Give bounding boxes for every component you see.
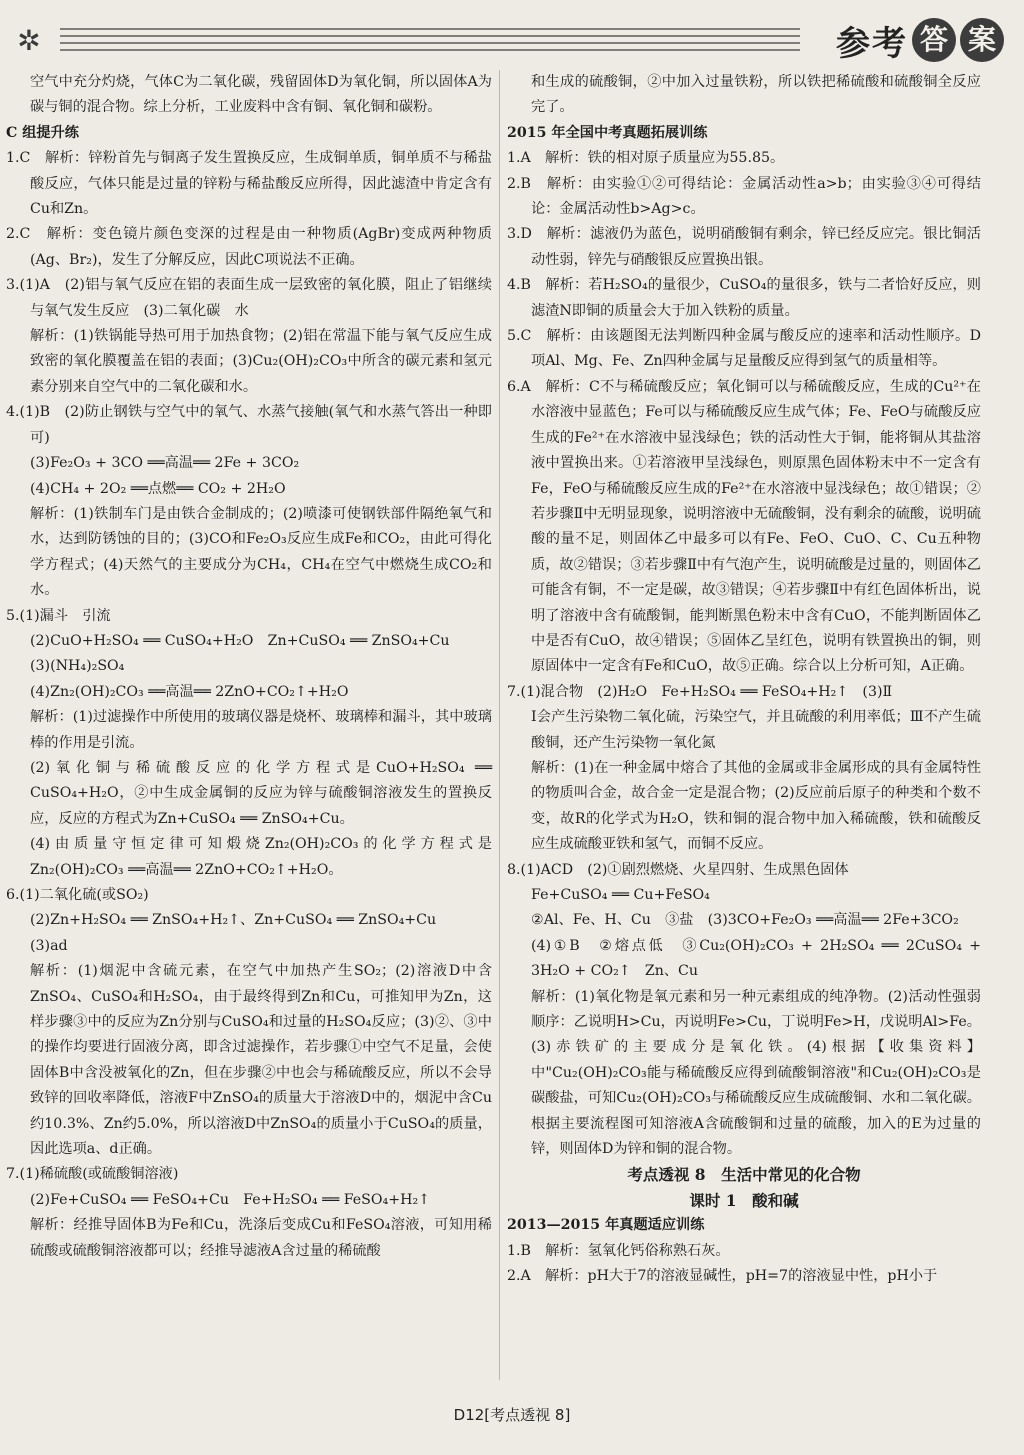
right-paragraph: 6.A 解析：C不与稀硫酸反应；氧化铜可以与稀硫酸反应，生成的Cu²⁺在水溶液中显蓝色；Fe可以与稀硫酸反应生成气体；Fe、FeO与硫酸反应生成的Fe²⁺在水溶液中显浅绿色；铁的活动性大于铜，能将铜从其盐溶液中置换出来。①若溶液甲呈浅绿色，则原黑色固体粉末中不一定含有Fe，FeO与稀硫酸反应生成的Fe²⁺在水溶液中显浅绿色；故①错误；②若步骤Ⅱ中无明显现象，说明溶液中无硫酸铜，没有剩余的硫酸，说明硫酸的量不足，则固体乙中最多可以有Fe、FeO、CuO、C、Cu五种物质，故②错误；③若步骤Ⅱ中有气泡产生，说明硫酸是过量的，则固体乙可能含有铜，不一定是碳，故③错误；④若步骤Ⅱ中有红色固体析出，说明了溶液中含有硫酸铜，能判断黑色粉末中含有CuO，不能判断固体乙中是否有CuO，故④错误；⑤固体乙呈红色，说明有铁置换出的铜，则原固体中一定含有Fe和CuO，故⑤正确。综合以上分析可知，A正确。 xyxy=(507,378,981,675)
left-paragraph: (2)CuO+H₂SO₄ ══ CuSO₄+H₂O Zn+CuSO₄ ══ ZnSO₄+Cu xyxy=(30,632,450,649)
left-paragraph: 5.(1)漏斗 引流 xyxy=(6,607,111,624)
left-paragraph: (4)Zn₂(OH)₂CO₃ ══高温══ 2ZnO+CO₂↑+H₂O xyxy=(30,683,349,700)
right-paragraph: 1.A 解析：铁的相对原子质量应为55.85。 xyxy=(507,150,785,167)
left-paragraph: 解析：(1)铁制车门是由铁合金制成的；(2)喷漆可使钢铁部件隔绝氧气和水，达到防锈蚀的目的；(3)CO和Fe₂O₃反应生成Fe和CO₂，由此可得化学方程式；(4)天然气的主要成分为CH₄，CH₄在空气中燃烧生成CO₂和水。 xyxy=(30,505,492,599)
gear-icon: ✲ xyxy=(17,24,41,57)
left-paragraph: 3.(1)A (2)铝与氧气反应在铝的表面生成一层致密的氧化膜，阻止了铝继续与氧气发生反应 (3)二氧化碳 水 xyxy=(6,277,492,319)
right-paragraph: ②Al、Fe、H、Cu ③盐 (3)3CO+Fe₂O₃ ══高温══ 2Fe+3CO₂ xyxy=(531,912,959,929)
header-title-circle-char: 答 xyxy=(912,18,956,62)
header-title-text: 参考 xyxy=(836,23,908,64)
right-paragraph: 2015 年全国中考真题拓展训练 xyxy=(507,124,708,141)
right-paragraph: 解析：(1)在一种金属中熔合了其他的金属或非金属形成的具有金属特性的物质叫合金，故合金一定是混合物；(2)反应前后原子的种类和个数不变，故R的化学式为H₂O，铁和铜的混合物中加入稀硫酸，铁和硫酸反应生成硫酸亚铁和氢气，而铜不反应。 xyxy=(531,759,981,853)
page-header-title xyxy=(836,12,1004,68)
right-paragraph: 1.B 解析：氢氧化钙俗称熟石灰。 xyxy=(507,1242,730,1259)
left-paragraph: (4)由质量守恒定律可知煅烧Zn₂(OH)₂CO₃的化学方程式是Zn₂(OH)₂CO₃ ══高温══ 2ZnO+CO₂↑+H₂O。 xyxy=(30,836,492,878)
left-paragraph: 4.(1)B (2)防止钢铁与空气中的氧气、水蒸气接触(氧气和水蒸气答出一种即可) xyxy=(6,404,492,446)
right-column xyxy=(507,70,981,1290)
right-paragraph: (4)①B ②熔点低 ③Cu₂(OH)₂CO₃ + 2H₂SO₄ ══ 2CuSO₄ + 3H₂O + CO₂↑ Zn、Cu xyxy=(531,937,981,980)
page-footer: D12[考点透视 8] xyxy=(453,1406,571,1424)
left-paragraph: (3)(NH₄)₂SO₄ xyxy=(30,658,125,675)
left-paragraph: 解析：(1)铁锅能导热可用于加热食物；(2)铝在常温下能与氧气反应生成致密的氧化膜覆盖在铝的表面；(3)Cu₂(OH)₂CO₃中所含的碳元素和氢元素分别来自空气中的二氧化碳和水。 xyxy=(30,328,492,395)
right-paragraph: 2.A 解析：pH大于7的溶液显碱性，pH=7的溶液显中性，pH小于 xyxy=(507,1268,938,1285)
left-paragraph: 解析：(1)烟泥中含硫元素，在空气中加热产生SO₂；(2)溶液D中含ZnSO₄、CuSO₄和H₂SO₄，由于最终得到Zn和Cu，可推知甲为Zn，这样步骤③中的反应为Zn分别与CuSO₄和过量的H₂SO₄反应；(3)②、③中的操作均要进行固液分离，即含过滤操作，若步骤①中空气不足量，会使固体B中含没被氧化的Zn，但在步骤②中也会与稀硫酸反应，所以不会导致锌的回收率降低，溶液F中ZnSO₄的质量大于溶液D中的，烟泥中含Cu约10.3%、Zn约5.0%，所以溶液D中ZnSO₄的质量小于CuSO₄的质量，因此选项a、d正确。 xyxy=(30,963,492,1158)
left-paragraph: 6.(1)二氧化硫(或SO₂) xyxy=(6,887,149,903)
left-paragraph: 解析：(1)过滤操作中所使用的玻璃仪器是烧杯、玻璃棒和漏斗，其中玻璃棒的作用是引流。 xyxy=(30,709,492,751)
right-paragraph: 3.D 解析：滤液仍为蓝色，说明硝酸铜有剩余，锌已经反应完。银比铜活动性弱，锌先与硝酸银反应置换出银。 xyxy=(507,226,981,268)
left-paragraph: C 组提升练 xyxy=(6,124,79,141)
left-paragraph: (2)氧化铜与稀硫酸反应的化学方程式是CuO+H₂SO₄ ══ CuSO₄+H₂O，②中生成金属铜的反应为锌与硫酸铜溶液发生的置换反应，反应的方程式为Zn+CuSO₄ ══ ZnSO₄+Cu。 xyxy=(30,759,492,827)
right-paragraph: 7.(1)混合物 (2)H₂O Fe+H₂SO₄ ══ FeSO₄+H₂↑ (3)Ⅱ xyxy=(507,683,893,700)
left-paragraph: (2)Fe+CuSO₄ ══ FeSO₄+Cu Fe+H₂SO₄ ══ FeSO₄+H₂↑ xyxy=(30,1191,431,1208)
left-paragraph: (4)CH₄ + 2O₂ ══点燃══ CO₂ + 2H₂O xyxy=(30,480,286,497)
left-column xyxy=(6,70,492,1264)
right-paragraph: 8.(1)ACD (2)①剧烈燃烧、火星四射、生成黑色固体 xyxy=(507,861,849,878)
left-paragraph: 空气中充分灼烧，气体C为二氧化碳，残留固体D为氧化铜，所以固体A为碳与铜的混合物。综上分析，工业废料中含有铜、氧化铜和碳粉。 xyxy=(30,74,492,116)
left-paragraph: 1.C 解析：锌粉首先与铜离子发生置换反应，生成铜单质，铜单质不与稀盐酸反应，气体只能是过量的锌粉与稀盐酸反应所得，因此滤渣中肯定含有Cu和Zn。 xyxy=(6,150,492,218)
left-paragraph: (2)Zn+H₂SO₄ ══ ZnSO₄+H₂↑、Zn+CuSO₄ ══ ZnSO₄+Cu xyxy=(30,912,437,929)
left-paragraph: 7.(1)稀硫酸(或硫酸铜溶液) xyxy=(6,1166,179,1183)
left-paragraph: (3)ad xyxy=(30,937,68,954)
right-paragraph: Ⅰ会产生污染物二氧化硫，污染空气，并且硫酸的利用率低；Ⅲ不产生硫酸铜，还产生污染物一氧化氮 xyxy=(531,709,981,751)
left-paragraph: 解析：经推导固体B为Fe和Cu，洗涤后变成Cu和FeSO₄溶液，可知用稀硫酸或硫酸铜溶液都可以；经推导滤液A含过量的稀硫酸 xyxy=(30,1217,492,1259)
right-paragraph: 5.C 解析：由该题图无法判断四种金属与酸反应的速率和活动性顺序。D项Al、Mg、Fe、Zn四种金属与足量酸反应得到氢气的质量相等。 xyxy=(507,328,981,370)
right-paragraph: 课时 1 酸和碱 xyxy=(689,1190,799,1210)
right-paragraph: 2013—2015 年真题适应训练 xyxy=(507,1217,705,1234)
right-paragraph: Fe+CuSO₄ ══ Cu+FeSO₄ xyxy=(531,887,710,903)
left-paragraph: (3)Fe₂O₃ + 3CO ══高温══ 2Fe + 3CO₂ xyxy=(30,455,300,472)
right-paragraph: 解析：(1)氧化物是氧元素和另一种元素组成的纯净物。(2)活动性强弱顺序：乙说明H>Cu，丙说明Fe>Cu，丁说明Fe>H，戊说明Al>Fe。(3)赤铁矿的主要成分是氧化铁。(4)根据【收集资料】中"Cu₂(OH)₂CO₃能与稀硫酸反应得到硫酸铜溶液"和Cu₂(OH)₂CO₃是碳酸盐，可知Cu₂(OH)₂CO₃与稀硫酸反应生成硫酸铜、水和二氧化碳。根据主要流程图可知溶液A含硫酸铜和过量的硫酸，加入的E为过量的锌，则固体D为锌和铜的混合物。 xyxy=(531,988,981,1158)
right-paragraph: 考点透视 8 生活中常见的化合物 xyxy=(627,1165,861,1185)
header-title-circle-char: 案 xyxy=(960,18,1004,62)
right-paragraph: 4.B 解析：若H₂SO₄的量很少，CuSO₄的量很多，铁与二者恰好反应，则滤渣N即铜的质量会大于加入铁粉的质量。 xyxy=(507,277,981,319)
left-paragraph: 2.C 解析：变色镜片颜色变深的过程是由一种物质(AgBr)变成两种物质(Ag、Br₂)，发生了分解反应，因此C项说法不正确。 xyxy=(6,226,492,268)
header-rule-lines xyxy=(60,28,800,54)
right-paragraph: 和生成的硫酸铜，②中加入过量铁粉，所以铁把稀硫酸和硫酸铜全反应完了。 xyxy=(531,74,981,116)
column-divider xyxy=(499,70,500,1380)
right-paragraph: 2.B 解析：由实验①②可得结论：金属活动性a>b；由实验③④可得结论：金属活动性b>Ag>c。 xyxy=(507,175,981,218)
